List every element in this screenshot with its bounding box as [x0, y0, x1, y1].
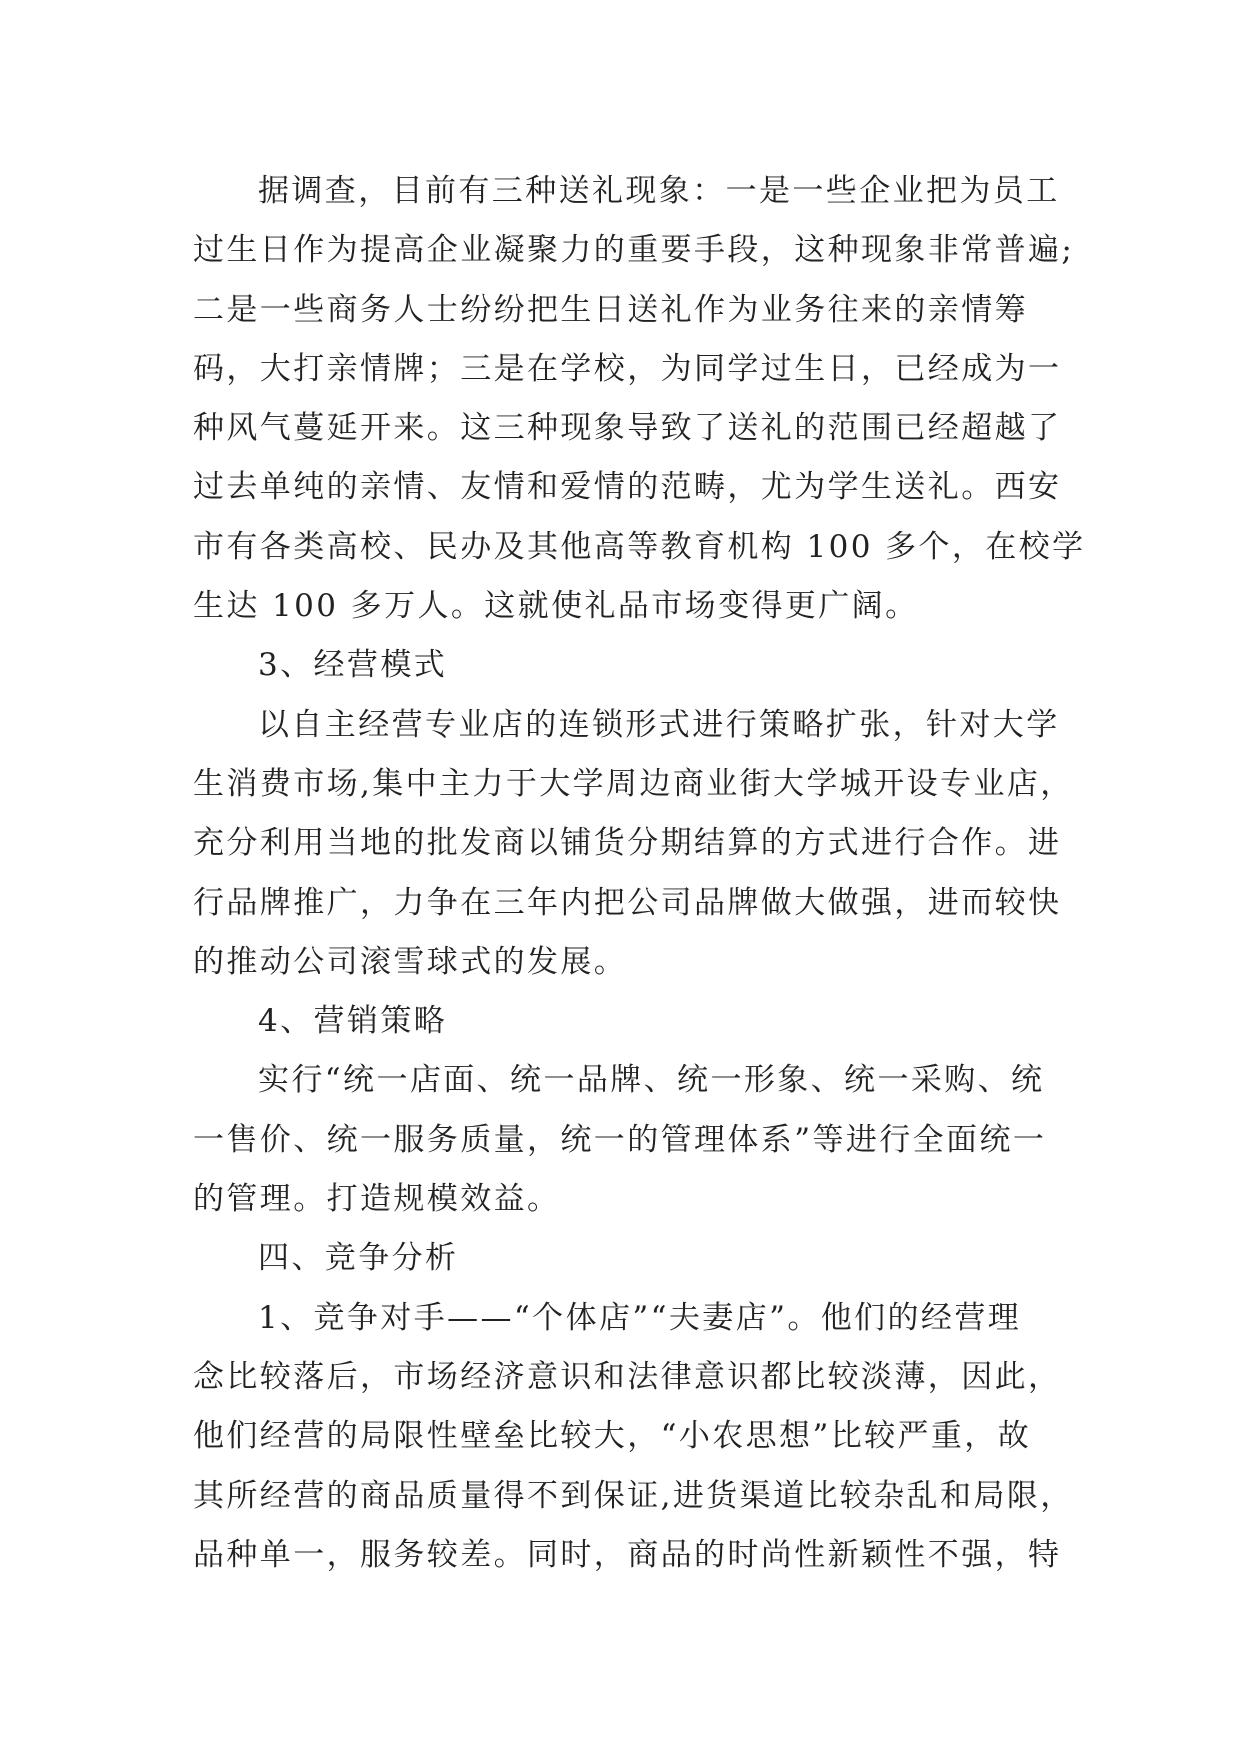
- text-line: 一售价、统一服务质量，统一的管理体系”等进行全面统一: [193, 1121, 1047, 1158]
- text-line: 二是一些商务人士纷纷把生日送礼作为业务往来的亲情筹: [193, 291, 1028, 328]
- text-line: 1、竞争对手——“个体店”“夫妻店”。他们的经营理: [258, 1299, 1022, 1336]
- section-heading: [193, 1229, 1053, 1288]
- text-line: 种风气蔓延开来。这三种现象导致了送礼的范围已经超越了: [193, 410, 1062, 447]
- text-line: 4、营销策略: [258, 1003, 448, 1040]
- text-line: 以自主经营专业店的连锁形式进行策略扩张，针对大学: [258, 706, 1060, 743]
- document-body: [193, 162, 1086, 1585]
- text-line: 码，大打亲情牌；三是在学校，为同学过生日，已经成为一: [193, 350, 1062, 387]
- text-line: 其所经营的商品质量得不到保证,进货渠道比较杂乱和局限，: [193, 1477, 1074, 1514]
- text-line: 过生日作为提高企业凝聚力的重要手段，这种现象非常普遍;: [193, 232, 1075, 269]
- text-line: 四、竞争分析: [258, 1240, 459, 1277]
- section-heading: [193, 636, 1053, 695]
- paragraph: [193, 1051, 1053, 1229]
- text-line: 生达 100 多万人。这就使礼品市场变得更广阔。: [193, 588, 919, 625]
- paragraph: [193, 696, 1074, 992]
- paragraph: [193, 162, 1086, 636]
- text-line: 念比较落后，市场经济意识和法律意识都比较淡薄，因此，: [193, 1358, 1062, 1395]
- section-heading: [193, 992, 1053, 1051]
- text-line: 生消费市场,集中主力于大学周边商业街大学城开设专业店，: [193, 765, 1074, 802]
- text-line: 3、经营模式: [258, 647, 448, 684]
- text-line: 的推动公司滚雪球式的发展。: [193, 943, 628, 980]
- paragraph: [193, 1289, 1074, 1585]
- text-line: 实行“统一店面、统一品牌、统一形象、统一采购、统: [258, 1062, 1045, 1099]
- text-line: 他们经营的局限性壁垒比较大，“小农思想”比较严重，故: [193, 1418, 1032, 1455]
- text-line: 市有各类高校、民办及其他高等教育机构 100 多个，在校学: [193, 528, 1086, 565]
- text-line: 行品牌推广，力争在三年内把公司品牌做大做强，进而较快: [193, 884, 1062, 921]
- text-line: 据调查，目前有三种送礼现象：一是一些企业把为员工: [258, 173, 1060, 209]
- text-line: 的管理。打造规模效益。: [193, 1181, 561, 1218]
- text-line: 过去单纯的亲情、友情和爱情的范畴，尤为学生送礼。西安: [193, 469, 1062, 506]
- text-line: 充分利用当地的批发商以铺货分期结算的方式进行合作。进: [193, 825, 1062, 862]
- text-line: 品种单一，服务较差。同时，商品的时尚性新颖性不强，特: [193, 1536, 1062, 1573]
